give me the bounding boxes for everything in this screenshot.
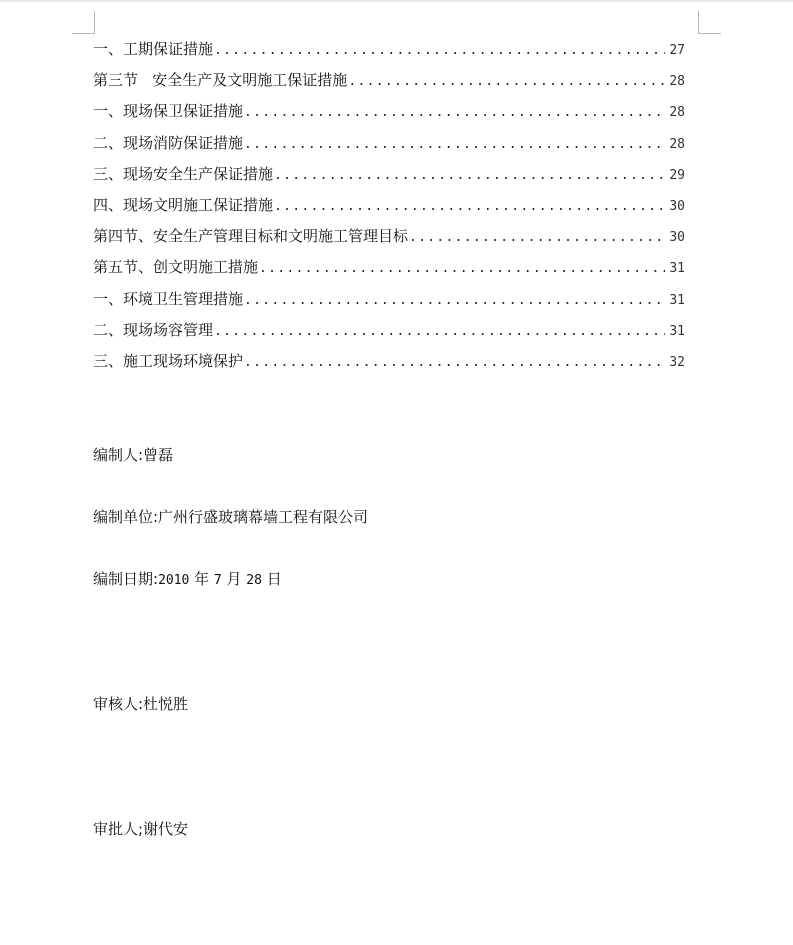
toc-entry-title: 第五节、创文明施工措施 <box>93 258 259 277</box>
toc-entry[interactable] <box>93 131 685 162</box>
toc-leader-dots <box>214 320 665 344</box>
table-of-contents <box>93 37 685 380</box>
toc-entry[interactable] <box>93 68 685 99</box>
compiler-line: 编制人:曾磊 <box>93 446 174 464</box>
date-line <box>93 567 282 593</box>
unit-line: 编制单位:广州行盛玻璃幕墙工程有限公司 <box>93 508 369 526</box>
toc-entry-title: 四、现场文明施工保证措施 <box>93 195 274 214</box>
toc-entry[interactable] <box>93 224 685 255</box>
crop-mark-top-right <box>698 11 721 34</box>
date-year: 2010 <box>158 573 190 588</box>
toc-leader-dots <box>259 257 665 281</box>
date-month-unit: 月 <box>221 570 247 588</box>
toc-entry[interactable] <box>93 99 685 130</box>
toc-leader-dots <box>244 133 665 157</box>
toc-leader-dots <box>274 195 665 219</box>
toc-page-number: 30 <box>669 230 685 246</box>
page-top-edge <box>0 0 793 2</box>
toc-entry-title: 一、环境卫生管理措施 <box>93 289 244 308</box>
approver-line: 审批人;谢代安 <box>93 820 189 838</box>
toc-leader-dots <box>348 70 665 94</box>
toc-entry-title: 二、现场场容管理 <box>93 320 214 339</box>
toc-page-number: 30 <box>669 198 685 214</box>
toc-page-number: 31 <box>669 292 685 308</box>
toc-page-number: 28 <box>669 74 685 90</box>
toc-entry[interactable] <box>93 349 685 380</box>
date-label: 编制日期: <box>93 570 159 588</box>
toc-entry[interactable] <box>93 255 685 286</box>
toc-entry-title: 第四节、安全生产管理目标和文明施工管理目标 <box>93 227 409 246</box>
toc-page-number: 28 <box>669 136 685 152</box>
toc-page-number: 31 <box>669 323 685 339</box>
toc-leader-dots <box>244 289 665 313</box>
toc-entry-title: 三、施工现场环境保护 <box>93 351 244 370</box>
toc-entry-title: 第三节 安全生产及文明施工保证措施 <box>93 71 348 90</box>
toc-leader-dots <box>244 351 665 375</box>
date-year-unit: 年 <box>189 570 214 588</box>
toc-page-number: 32 <box>669 354 685 370</box>
toc-leader-dots <box>274 164 665 188</box>
toc-entry[interactable] <box>93 287 685 318</box>
toc-entry[interactable] <box>93 193 685 224</box>
toc-entry-title: 一、工期保证措施 <box>93 40 214 58</box>
toc-leader-dots <box>244 101 665 125</box>
toc-leader-dots <box>214 39 665 63</box>
date-month: 7 <box>213 573 222 588</box>
date-day-unit: 日 <box>261 570 282 588</box>
toc-entry-title: 一、现场保卫保证措施 <box>93 102 244 121</box>
toc-page-number: 28 <box>669 105 685 121</box>
toc-entry-title: 三、现场安全生产保证措施 <box>93 164 274 183</box>
toc-leader-dots <box>409 226 665 250</box>
crop-mark-top-left <box>72 11 95 34</box>
toc-entry[interactable] <box>93 162 685 193</box>
date-day: 28 <box>246 573 262 588</box>
toc-page-number: 29 <box>669 167 685 183</box>
reviewer-line: 审核人:杜悦胜 <box>93 695 189 713</box>
toc-entry-title: 二、现场消防保证措施 <box>93 133 244 152</box>
toc-page-number: 27 <box>669 43 685 58</box>
toc-entry[interactable] <box>93 318 685 349</box>
toc-entry[interactable] <box>93 37 685 68</box>
toc-page-number: 31 <box>669 261 685 277</box>
